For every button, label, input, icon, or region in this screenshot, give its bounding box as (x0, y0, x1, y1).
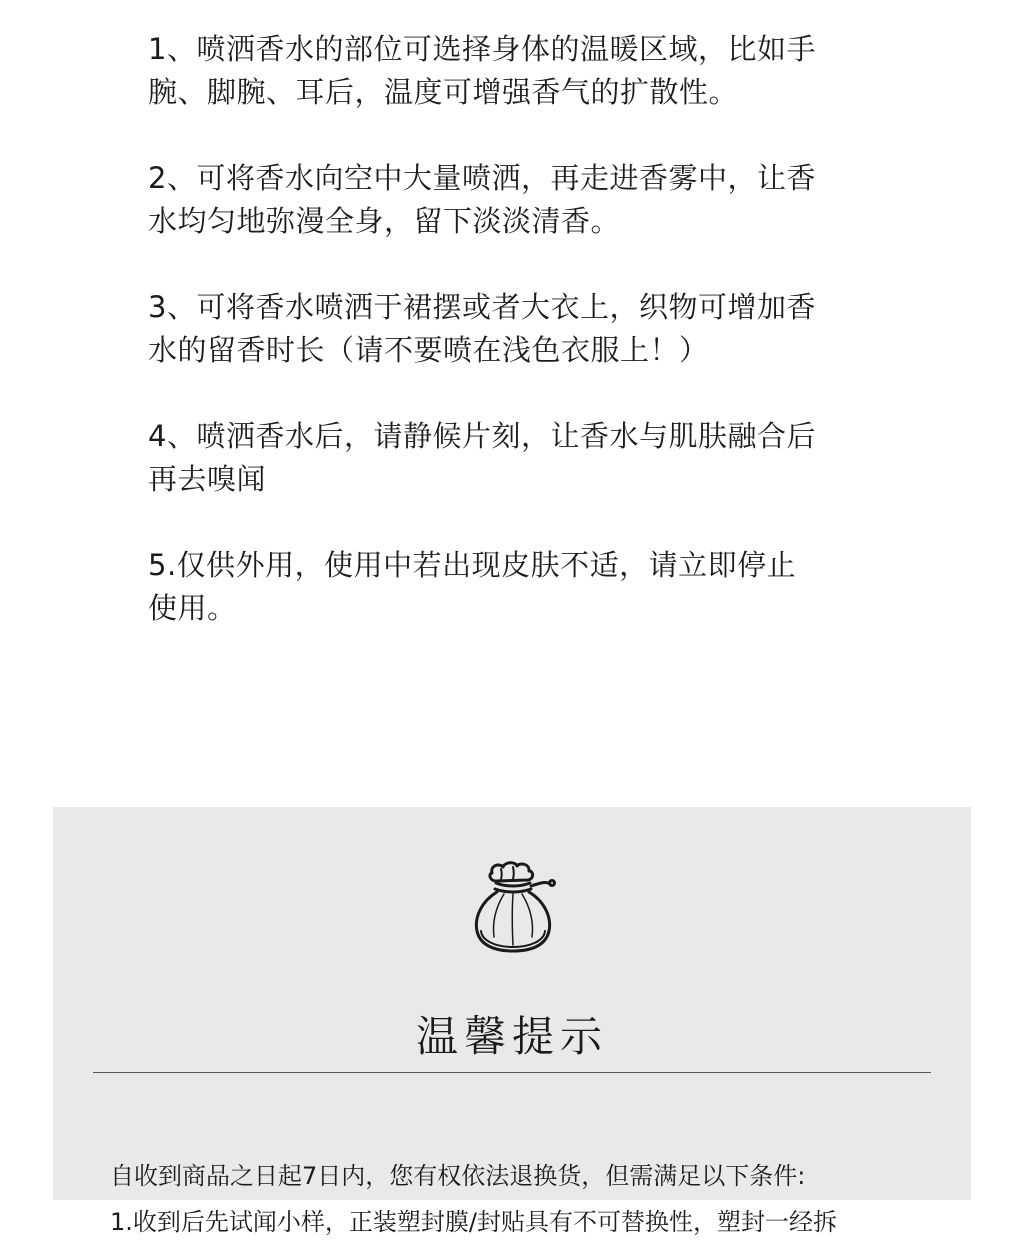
return-policy-rule-1: 1.收到后先试闻小样，正装塑封膜/封贴具有不可替换性，塑封一经拆 (110, 1208, 837, 1236)
pouch-icon (468, 859, 558, 955)
usage-tip-5: 5.仅供外用，使用中若出现皮肤不适，请立即停止 使用。 (148, 548, 797, 625)
usage-tips-list (148, 28, 888, 673)
usage-tip-3: 3、可将香水喷洒于裙摆或者大衣上，织物可增加香 水的留香时长（请不要喷在浅色衣服上！） (148, 290, 816, 367)
usage-tip-1: 1、喷洒香水的部位可选择身体的温暖区域，比如手 腕、脚腕、耳后，温度可增强香气的扩散性。 (148, 32, 816, 109)
divider (93, 1072, 931, 1073)
usage-tip-2: 2、可将香水向空中大量喷洒，再走进香雾中，让香 水均匀地弥漫全身，留下淡淡清香。 (148, 161, 816, 238)
return-policy-intro: 自收到商品之日起7日内，您有权依法退换货，但需满足以下条件: (110, 1162, 806, 1190)
usage-tip-4: 4、喷洒香水后，请静候片刻，让香水与肌肤融合后 再去嗅闻 (148, 419, 816, 496)
notice-title: 温馨提示 (415, 1011, 608, 1061)
warm-notice-panel (53, 807, 971, 1236)
